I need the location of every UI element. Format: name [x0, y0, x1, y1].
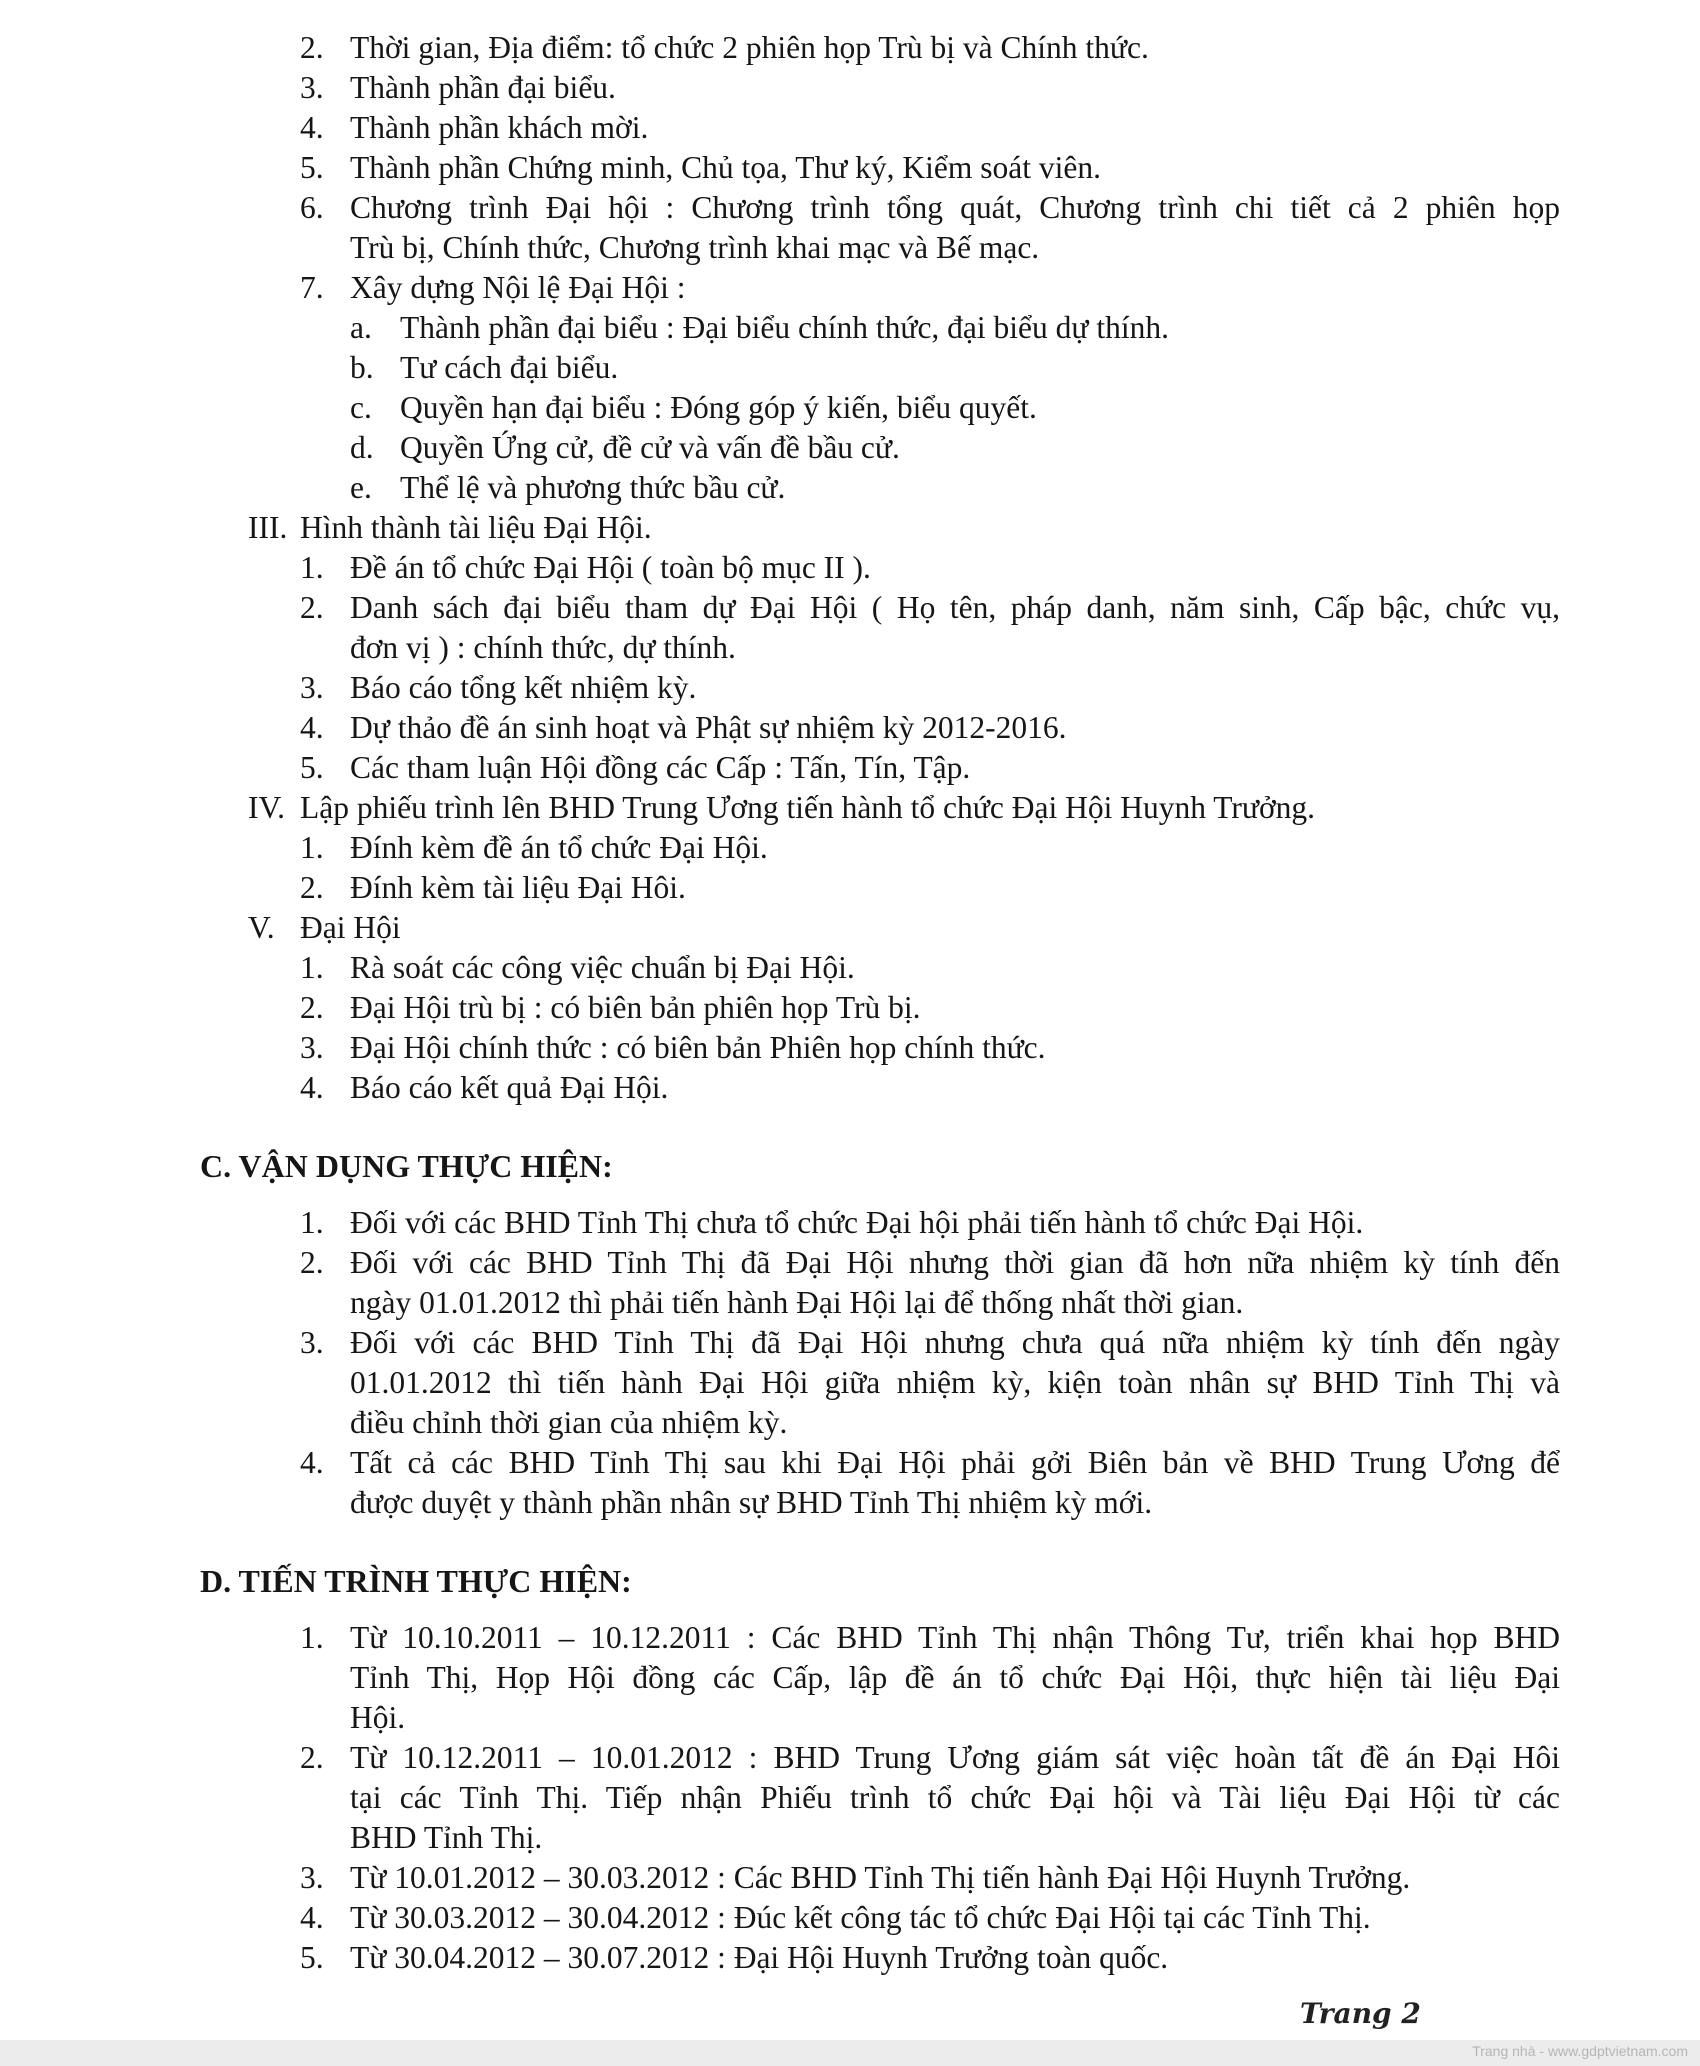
item-text: Xây dựng Nội lệ Đại Hội :: [350, 270, 686, 305]
item-text: Từ 30.03.2012 – 30.04.2012 : Đúc kết công tác tổ chức Đại Hội tại các Tỉnh Thị.: [350, 1900, 1371, 1935]
list-item-number: [300, 1243, 324, 1283]
item-number: 1.: [300, 1205, 324, 1240]
item-letter: a.: [350, 310, 372, 345]
item-number: 3.: [300, 1030, 324, 1065]
item-text: Thời gian, Địa điểm: tổ chức 2 phiên họp Trù bị và Chính thức.: [350, 30, 1149, 65]
section-title: Lập phiếu trình lên BHD Trung Ương tiến hành tổ chức Đại Hội Huynh Trưởng.: [300, 790, 1315, 825]
item-text: Quyền Ứng cử, đề cử và vấn đề bầu cử.: [400, 430, 900, 465]
item-text-line: Từ 10.12.2011 – 10.01.2012 : BHD Trung Ương giám sát việc hoàn tất đề án Đại Hôi: [350, 1740, 1560, 1775]
list-item-number: [300, 588, 324, 628]
list-item-number: [300, 1443, 324, 1483]
item-number: 2.: [300, 870, 324, 905]
section-title: Đại Hội: [300, 910, 401, 945]
item-letter: c.: [350, 390, 372, 425]
item-number: 5.: [300, 150, 324, 185]
item-text-line: tại các Tỉnh Thị. Tiếp nhận Phiếu trình tổ chức Đại hội và Tài liệu Đại Hội từ các: [350, 1780, 1560, 1815]
list-item-number: [300, 1323, 324, 1363]
list-item-number: [300, 1738, 324, 1778]
item-letter: d.: [350, 430, 374, 465]
item-number: 4.: [300, 1445, 324, 1480]
item-number: 2.: [300, 1740, 324, 1775]
item-number: 4.: [300, 710, 324, 745]
section-title: Hình thành tài liệu Đại Hội.: [300, 510, 652, 545]
item-number: 2.: [300, 590, 324, 625]
item-number: 4.: [300, 110, 324, 145]
item-text-line: ngày 01.01.2012 thì phải tiến hành Đại Hội lại để thống nhất thời gian.: [350, 1285, 1244, 1320]
item-text: Đính kèm tài liệu Đại Hôi.: [350, 870, 686, 905]
item-number: 2.: [300, 1245, 324, 1280]
section-heading-c: C. VẬN DỤNG THỰC HIỆN:: [200, 1148, 613, 1184]
item-text: Từ 30.04.2012 – 30.07.2012 : Đại Hội Huynh Trưởng toàn quốc.: [350, 1940, 1169, 1975]
item-text: Thành phần đại biểu.: [350, 70, 616, 105]
item-number: 1.: [300, 550, 324, 585]
item-text: Đại Hội chính thức : có biên bản Phiên họp chính thức.: [350, 1030, 1046, 1065]
item-text-line: BHD Tỉnh Thị.: [350, 1820, 543, 1855]
item-text-line: Từ 10.10.2011 – 10.12.2011 : Các BHD Tỉnh Thị nhận Thông Tư, triển khai họp BHD: [350, 1620, 1560, 1655]
item-number: 3.: [300, 70, 324, 105]
item-text: Đại Hội trù bị : có biên bản phiên họp Trù bị.: [350, 990, 921, 1025]
item-text: Thành phần khách mời.: [350, 110, 649, 145]
item-text: Thành phần đại biểu : Đại biểu chính thức, đại biểu dự thính.: [400, 310, 1169, 345]
item-number: 2.: [300, 30, 324, 65]
item-text: Thành phần Chứng minh, Chủ tọa, Thư ký, Kiểm soát viên.: [350, 150, 1101, 185]
item-number: 3.: [300, 1325, 324, 1360]
item-text-line: Chương trình Đại hội : Chương trình tổng quát, Chương trình chi tiết cả 2 phiên họp: [350, 190, 1560, 225]
item-text-line: Tất cả các BHD Tỉnh Thị sau khi Đại Hội phải gởi Biên bản về BHD Trung Ương để: [350, 1445, 1560, 1480]
item-number: 1.: [300, 1620, 324, 1655]
item-number: 6.: [300, 190, 324, 225]
item-text-line: 01.01.2012 thì tiến hành Đại Hội giữa nhiệm kỳ, kiện toàn nhân sự BHD Tỉnh Thị và: [350, 1365, 1560, 1400]
item-text: Báo cáo tổng kết nhiệm kỳ.: [350, 670, 697, 705]
item-number: 5.: [300, 1940, 324, 1975]
section-number: IV.: [248, 790, 286, 825]
item-text-line: điều chỉnh thời gian của nhiệm kỳ.: [350, 1405, 788, 1440]
page-number: Trang 2: [1300, 1997, 1421, 2030]
item-text: Đối với các BHD Tỉnh Thị chưa tổ chức Đại hội phải tiến hành tổ chức Đại Hội.: [350, 1205, 1364, 1240]
item-letter: e.: [350, 470, 372, 505]
item-text-line: Hội.: [350, 1700, 406, 1735]
item-text-line: Danh sách đại biểu tham dự Đại Hội ( Họ tên, pháp danh, năm sinh, Cấp bậc, chức vụ,: [350, 590, 1560, 625]
item-text: Đính kèm đề án tổ chức Đại Hội.: [350, 830, 768, 865]
item-number: 5.: [300, 750, 324, 785]
item-number: 4.: [300, 1900, 324, 1935]
item-number: 1.: [300, 950, 324, 985]
item-text-line: Đối với các BHD Tỉnh Thị đã Đại Hội nhưng chưa quá nữa nhiệm kỳ tính đến ngày: [350, 1325, 1560, 1360]
item-text-line: đơn vị ) : chính thức, dự thính.: [350, 630, 736, 665]
item-number: 1.: [300, 830, 324, 865]
section-heading-d: D. TIẾN TRÌNH THỰC HIỆN:: [200, 1563, 632, 1599]
item-number: 2.: [300, 990, 324, 1025]
item-number: 7.: [300, 270, 324, 305]
item-text: Tư cách đại biểu.: [400, 350, 619, 385]
item-text-line: Tỉnh Thị, Họp Hội đồng các Cấp, lập đề án tổ chức Đại Hội, thực hiện tài liệu Đại: [350, 1660, 1560, 1695]
item-text: Rà soát các công việc chuẩn bị Đại Hội.: [350, 950, 855, 985]
item-text-line: được duyệt y thành phần nhân sự BHD Tỉnh Thị nhiệm kỳ mới.: [350, 1485, 1153, 1520]
item-text: Dự thảo đề án sinh hoạt và Phật sự nhiệm kỳ 2012-2016.: [350, 710, 1067, 745]
list-item-number: [300, 1618, 324, 1658]
section-number: III.: [248, 510, 288, 545]
section-number: V.: [248, 910, 275, 945]
item-text: Thể lệ và phương thức bầu cử.: [400, 470, 786, 505]
list-item-number: [300, 188, 324, 228]
item-number: 4.: [300, 1070, 324, 1105]
item-text-line: Trù bị, Chính thức, Chương trình khai mạc và Bế mạc.: [350, 230, 1040, 265]
item-number: 3.: [300, 1860, 324, 1895]
item-number: 3.: [300, 670, 324, 705]
item-text: Từ 10.01.2012 – 30.03.2012 : Các BHD Tỉnh Thị tiến hành Đại Hội Huynh Trưởng.: [350, 1860, 1411, 1895]
website-credit: Trang nhà - www.gdptvietnam.com: [1472, 2043, 1688, 2059]
item-text-line: Đối với các BHD Tỉnh Thị đã Đại Hội nhưng thời gian đã hơn nữa nhiệm kỳ tính đến: [350, 1245, 1560, 1280]
item-letter: b.: [350, 350, 374, 385]
item-text: Quyền hạn đại biểu : Đóng góp ý kiến, biểu quyết.: [400, 390, 1037, 425]
bottom-strip: [0, 2040, 1700, 2066]
item-text: Các tham luận Hội đồng các Cấp : Tấn, Tín, Tập.: [350, 750, 971, 785]
item-text: Đề án tổ chức Đại Hội ( toàn bộ mục II ).: [350, 550, 871, 585]
item-text: Báo cáo kết quả Đại Hội.: [350, 1070, 669, 1105]
